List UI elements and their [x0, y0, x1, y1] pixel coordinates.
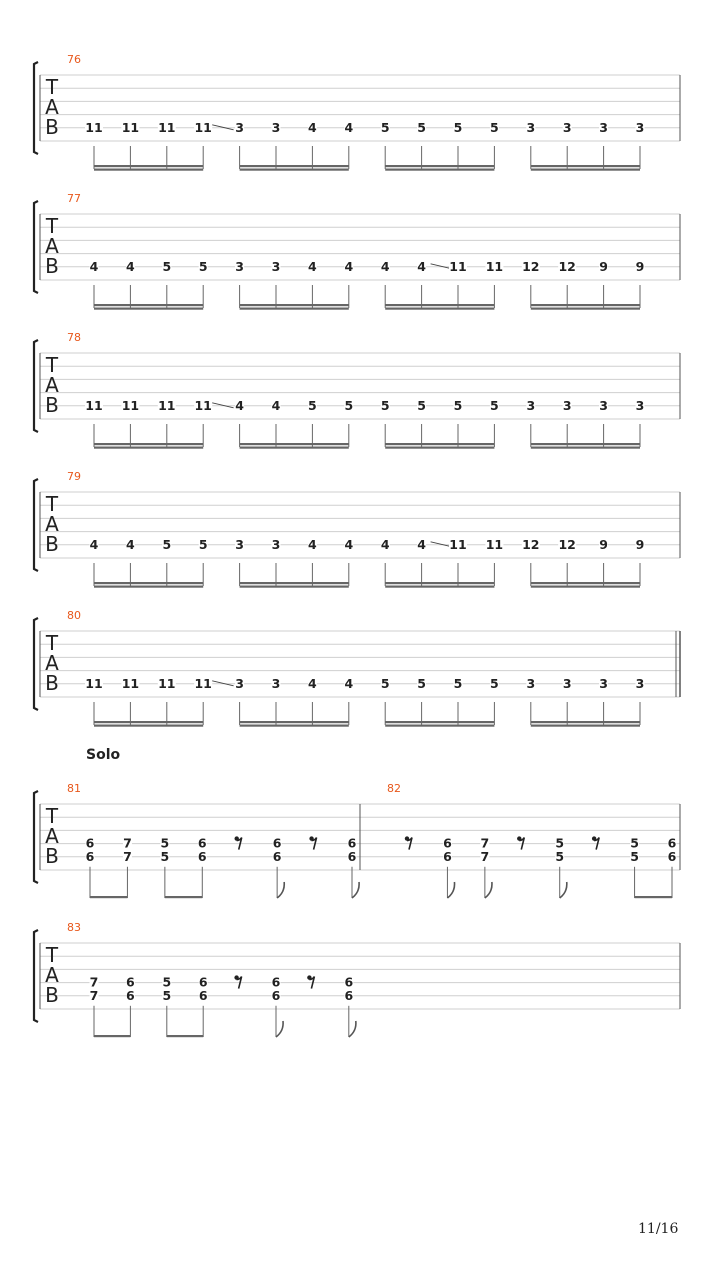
- fret-number: 4: [417, 258, 426, 274]
- tab-system-1: [34, 53, 680, 171]
- fret-number: 5: [380, 675, 390, 691]
- beam: [635, 896, 672, 898]
- fret-number: 11: [449, 536, 467, 552]
- beam: [94, 1035, 130, 1037]
- fret-number: 3: [526, 675, 536, 691]
- fret-number: 3: [562, 119, 572, 135]
- tab-clef-b-icon: B: [45, 393, 59, 417]
- note-flag-icon: [277, 882, 284, 898]
- beam: [531, 308, 640, 310]
- eighth-rest-icon: [517, 836, 524, 849]
- fret-number: 5: [417, 119, 426, 135]
- fret-number: 4: [126, 258, 135, 274]
- fret-number: 3: [235, 675, 244, 691]
- beam: [385, 582, 494, 584]
- note-flag-icon: [560, 882, 567, 898]
- fret-number: 6: [347, 835, 357, 851]
- fret-number: 11: [485, 258, 504, 274]
- tab-clef-t-icon: T: [45, 353, 59, 377]
- measure-77: [67, 192, 645, 310]
- system-bracket: [34, 62, 38, 154]
- fret-number: 12: [522, 536, 540, 552]
- eighth-rest-icon: [307, 975, 314, 988]
- note-flag-icon: [352, 882, 359, 898]
- note-flag-icon: [447, 882, 454, 898]
- fret-number: 4: [344, 675, 354, 691]
- fret-number: 9: [635, 258, 645, 274]
- beam: [531, 725, 640, 727]
- fret-number: 6: [667, 835, 677, 851]
- tab-system-5: [34, 609, 680, 727]
- beam: [94, 308, 203, 310]
- fret-number: 5: [198, 536, 208, 552]
- beam: [385, 586, 494, 588]
- fret-number: 3: [599, 397, 608, 413]
- fret-number: 5: [453, 397, 463, 413]
- eighth-rest-icon: [234, 975, 241, 988]
- beam: [385, 304, 494, 306]
- tab-clef-b-icon: B: [45, 983, 59, 1007]
- beam: [94, 169, 203, 171]
- fret-number: 5: [162, 536, 172, 552]
- fret-number: 4: [89, 536, 99, 552]
- fret-number: 6: [197, 835, 207, 851]
- beam: [531, 304, 640, 306]
- fret-number: 5: [490, 397, 499, 413]
- bar-number: 78: [67, 331, 81, 344]
- beam: [240, 721, 349, 723]
- fret-number: 4: [308, 536, 317, 552]
- tab-system-7: [34, 921, 680, 1037]
- beam: [240, 443, 349, 445]
- fret-number: 3: [635, 119, 645, 135]
- bar-number: 76: [67, 53, 81, 66]
- fret-number: 3: [271, 536, 281, 552]
- fret-number: 4: [380, 258, 390, 274]
- fret-number: 5: [160, 848, 170, 864]
- beam: [94, 447, 203, 449]
- fret-number: 7: [480, 848, 490, 864]
- fret-number: 5: [162, 974, 172, 990]
- fret-number: 5: [162, 987, 172, 1003]
- tab-clef-b-icon: B: [45, 532, 59, 556]
- fret-number: 5: [380, 119, 390, 135]
- fret-number: 3: [271, 119, 281, 135]
- eighth-rest-icon: [405, 836, 412, 849]
- fret-number: 11: [158, 397, 176, 413]
- fret-number: 3: [599, 119, 608, 135]
- fret-number: 11: [85, 119, 103, 135]
- measure-83: [67, 921, 356, 1037]
- beam: [240, 169, 349, 171]
- tab-clef-t-icon: T: [45, 631, 59, 655]
- fret-number: 7: [123, 848, 132, 864]
- system-bracket: [34, 201, 38, 293]
- fret-number: 4: [89, 258, 99, 274]
- beam: [385, 447, 494, 449]
- tab-clef-a-icon: A: [45, 95, 59, 119]
- fret-number: 6: [85, 848, 95, 864]
- tab-system-6: [34, 782, 680, 898]
- fret-number: 11: [85, 397, 103, 413]
- system-bracket: [34, 340, 38, 432]
- tab-clef-b-icon: B: [45, 254, 59, 278]
- measure-82: [360, 782, 677, 898]
- fret-number: 5: [417, 675, 426, 691]
- fret-number: 5: [555, 848, 565, 864]
- beam: [240, 447, 349, 449]
- beam: [90, 896, 127, 898]
- fret-number: 4: [344, 119, 354, 135]
- beam: [385, 308, 494, 310]
- fret-number: 3: [599, 675, 608, 691]
- beam: [94, 586, 203, 588]
- fret-number: 6: [85, 835, 95, 851]
- fret-number: 12: [522, 258, 540, 274]
- fret-number: 6: [443, 835, 452, 851]
- fret-number: 7: [123, 835, 132, 851]
- fret-number: 4: [417, 536, 426, 552]
- beam: [94, 582, 203, 584]
- bar-number: 80: [67, 609, 81, 622]
- fret-number: 11: [158, 119, 176, 135]
- fret-number: 4: [271, 397, 281, 413]
- measure-79: [67, 470, 645, 588]
- fret-number: 3: [562, 397, 572, 413]
- fret-number: 11: [449, 258, 467, 274]
- fret-number: 11: [121, 675, 140, 691]
- fret-number: 6: [126, 987, 135, 1003]
- fret-number: 7: [480, 835, 490, 851]
- measure-78: [67, 331, 645, 449]
- fret-number: 9: [599, 258, 608, 274]
- fret-number: 4: [126, 536, 135, 552]
- fret-number: 11: [194, 675, 212, 691]
- fret-number: 6: [271, 974, 281, 990]
- fret-number: 4: [380, 536, 390, 552]
- fret-number: 11: [121, 397, 140, 413]
- fret-number: 6: [667, 848, 677, 864]
- beam: [385, 725, 494, 727]
- fret-number: 11: [194, 119, 212, 135]
- fret-number: 5: [555, 835, 565, 851]
- beam: [385, 721, 494, 723]
- measure-76: [67, 53, 645, 171]
- tab-clef-t-icon: T: [45, 804, 59, 828]
- fret-number: 4: [235, 397, 244, 413]
- fret-number: 11: [85, 675, 103, 691]
- fret-number: 5: [198, 258, 208, 274]
- fret-number: 6: [272, 835, 282, 851]
- system-bracket: [34, 618, 38, 710]
- beam: [385, 443, 494, 445]
- fret-number: 4: [308, 119, 317, 135]
- beam: [94, 725, 203, 727]
- fret-number: 7: [89, 974, 99, 990]
- beam: [240, 308, 349, 310]
- fret-number: 6: [197, 848, 207, 864]
- beam: [240, 304, 349, 306]
- fret-number: 5: [417, 397, 426, 413]
- fret-number: 3: [526, 119, 536, 135]
- note-flag-icon: [276, 1021, 283, 1037]
- bar-number: 77: [67, 192, 81, 205]
- bar-number: 81: [67, 782, 81, 795]
- tab-clef-a-icon: A: [45, 824, 59, 848]
- tab-clef-t-icon: T: [45, 943, 59, 967]
- fret-number: 5: [453, 675, 463, 691]
- tab-clef-a-icon: A: [45, 651, 59, 675]
- fret-number: 3: [271, 675, 281, 691]
- tab-clef-b-icon: B: [45, 844, 59, 868]
- note-flag-icon: [485, 882, 492, 898]
- fret-number: 6: [344, 987, 354, 1003]
- tab-clef-a-icon: A: [45, 512, 59, 536]
- beam: [531, 165, 640, 167]
- fret-number: 6: [443, 848, 452, 864]
- fret-number: 5: [630, 835, 639, 851]
- tab-clef-a-icon: A: [45, 234, 59, 258]
- tab-clef-a-icon: A: [45, 373, 59, 397]
- system-bracket: [34, 479, 38, 571]
- fret-number: 5: [344, 397, 354, 413]
- fret-number: 6: [344, 974, 354, 990]
- eighth-rest-icon: [235, 836, 242, 849]
- bar-number: 79: [67, 470, 81, 483]
- tab-clef-a-icon: A: [45, 963, 59, 987]
- note-flag-icon: [349, 1021, 356, 1037]
- fret-number: 9: [599, 536, 608, 552]
- fret-number: 12: [558, 258, 576, 274]
- beam: [531, 447, 640, 449]
- tab-clef-t-icon: T: [45, 75, 59, 99]
- beam: [94, 165, 203, 167]
- fret-number: 4: [308, 675, 317, 691]
- eighth-rest-icon: [592, 836, 599, 849]
- fret-number: 3: [235, 258, 244, 274]
- fret-number: 11: [158, 675, 176, 691]
- system-bracket: [34, 791, 38, 883]
- beam: [94, 304, 203, 306]
- beam: [240, 725, 349, 727]
- beam: [531, 582, 640, 584]
- beam: [531, 586, 640, 588]
- beam: [531, 169, 640, 171]
- fret-number: 11: [485, 536, 504, 552]
- fret-number: 4: [308, 258, 317, 274]
- fret-number: 3: [635, 675, 645, 691]
- fret-number: 5: [490, 675, 499, 691]
- beam: [167, 1035, 203, 1037]
- fret-number: 4: [344, 536, 354, 552]
- beam: [240, 165, 349, 167]
- tab-clef-t-icon: T: [45, 492, 59, 516]
- system-bracket: [34, 930, 38, 1022]
- beam: [531, 443, 640, 445]
- fret-number: 6: [198, 974, 208, 990]
- fret-number: 6: [272, 848, 282, 864]
- fret-number: 3: [526, 397, 536, 413]
- beam: [240, 586, 349, 588]
- tab-system-3: [34, 331, 680, 449]
- fret-number: 6: [198, 987, 208, 1003]
- bar-number: 82: [387, 782, 401, 795]
- fret-number: 5: [490, 119, 499, 135]
- tab-clef-b-icon: B: [45, 671, 59, 695]
- fret-number: 5: [380, 397, 390, 413]
- eighth-rest-icon: [309, 836, 316, 849]
- fret-number: 5: [453, 119, 463, 135]
- beam: [165, 896, 202, 898]
- fret-number: 3: [635, 397, 645, 413]
- tab-clef-b-icon: B: [45, 115, 59, 139]
- measure-80: [67, 609, 645, 727]
- fret-number: 3: [235, 119, 244, 135]
- fret-number: 5: [630, 848, 639, 864]
- fret-number: 6: [271, 987, 281, 1003]
- fret-number: 3: [562, 675, 572, 691]
- fret-number: 11: [194, 397, 212, 413]
- fret-number: 3: [271, 258, 281, 274]
- fret-number: 6: [347, 848, 357, 864]
- bar-number: 83: [67, 921, 81, 934]
- page-number: 11/16: [638, 1221, 679, 1237]
- tab-clef-t-icon: T: [45, 214, 59, 238]
- beam: [94, 721, 203, 723]
- beam: [385, 165, 494, 167]
- fret-number: 7: [89, 987, 99, 1003]
- tab-system-4: [34, 470, 680, 588]
- tab-system-2: [34, 192, 680, 310]
- beam: [531, 721, 640, 723]
- fret-number: 9: [635, 536, 645, 552]
- fret-number: 3: [235, 536, 244, 552]
- fret-number: 4: [344, 258, 354, 274]
- beam: [94, 443, 203, 445]
- beam: [385, 169, 494, 171]
- fret-number: 6: [126, 974, 135, 990]
- fret-number: 11: [121, 119, 140, 135]
- fret-number: 5: [160, 835, 170, 851]
- fret-number: 5: [162, 258, 172, 274]
- fret-number: 5: [308, 397, 317, 413]
- measure-81: [67, 782, 359, 898]
- fret-number: 12: [558, 536, 576, 552]
- beam: [240, 582, 349, 584]
- section-label-solo: Solo: [86, 747, 121, 763]
